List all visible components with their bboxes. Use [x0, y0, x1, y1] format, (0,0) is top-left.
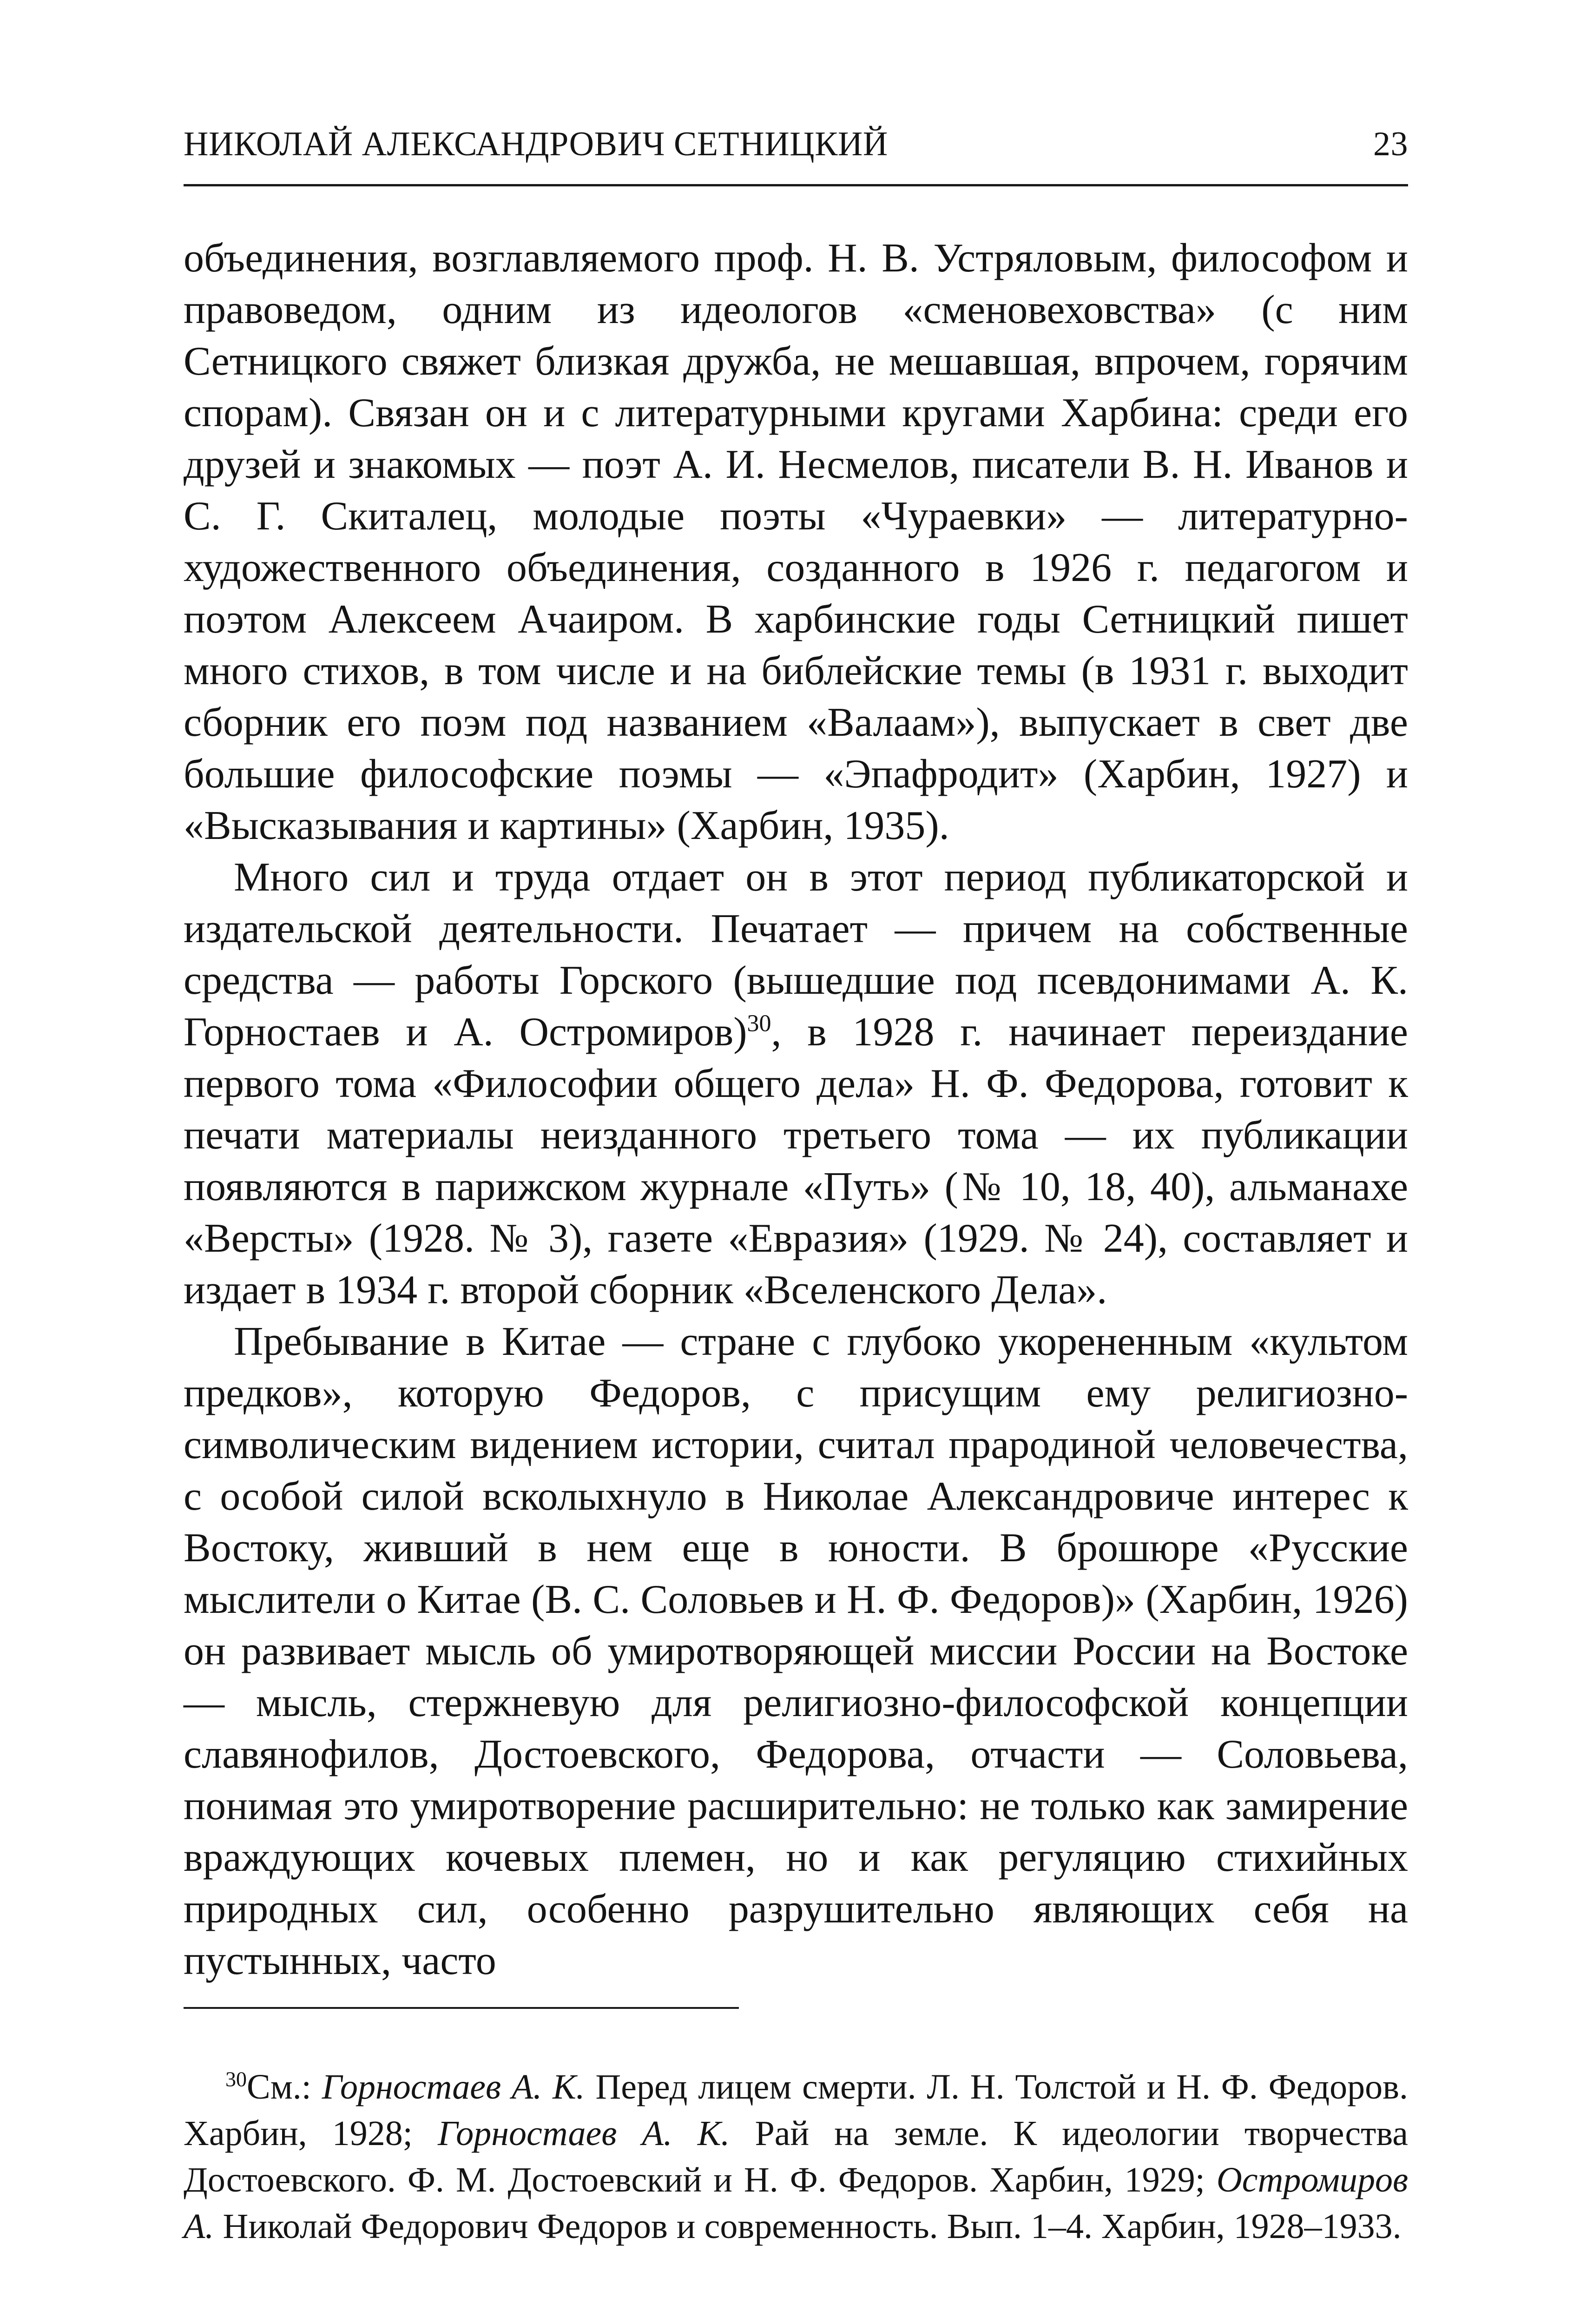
- footnote-seg-3: Рай на земле. К идеологии творчества Достоевского. Ф. М. Достоевский и Н. Ф. Федоров. Харбин, 1929;: [184, 2114, 1408, 2199]
- page-number: 23: [1373, 125, 1408, 163]
- footnote-30: [184, 2064, 1408, 2250]
- footnote-author-3: Остромиров А.: [184, 2160, 1408, 2246]
- footnote-author-1: Горностаев А. К.: [322, 2067, 585, 2106]
- header-rule: [184, 184, 1408, 186]
- running-title: НИКОЛАЙ АЛЕКСАНДРОВИЧ СЕТНИЦКИЙ: [184, 125, 888, 163]
- paragraph-2-text-a: Много сил и труда отдает он в этот период публикаторской и издательской деятельности. Печатает — причем на собственные средства — работы Горского (вышедшие под псевдонимами А. К. Горностаев и А. Остромиров): [184, 855, 1408, 1055]
- footnote-seg-4: Николай Федорович Федоров и современность. Вып. 1–4. Харбин, 1928–1933.: [214, 2207, 1402, 2246]
- footnote-seg-1: См.:: [247, 2067, 322, 2106]
- footnote-rule: [184, 2007, 739, 2009]
- footnote-marker: 30: [225, 2067, 247, 2091]
- paragraph-1: объединения, возглавляемого проф. Н. В. Устряловым, философом и правоведом, одним из идеологов «сменовеховства» (с ним Сетницкого свяжет близкая дружба, не мешавшая, впрочем, горячим спорам). Связан он и с литературными кругами Харбина: среди его друзей и знакомых — поэт А. И. Несмелов, писатели В. Н. Иванов и С. Г. Скиталец, молодые поэты «Чураевки» — литературно-художественного объединения, созданного в 1926 г. педагогом и поэтом Алексеем Ачаиром. В харбинские годы Сетницкий пишет много стихов, в том числе и на библейские темы (в 1931 г. выходит сборник его поэм под названием «Валаам»), выпускает в свет две большие философские поэмы — «Эпафродит» (Харбин, 1927) и «Высказывания и картины» (Харбин, 1935).: [184, 236, 1408, 848]
- paragraph-3: Пребывание в Китае — стране с глубоко укорененным «культом предков», которую Федоров, с присущим ему религиозно-символическим видением истории, считал прародиной человечества, с особой силой всколыхнуло в Николае Александровиче интерес к Востоку, живший в нем еще в юности. В брошюре «Русские мыслители о Китае (В. С. Соловьев и Н. Ф. Федоров)» (Харбин, 1926) он развивает мысль об умиротворяющей миссии России на Востоке — мысль, стержневую для религиозно-философской концепции славянофилов, Достоевского, Федорова, отчасти — Соловьева, понимая это умиротворение расширительно: не только как замирение враждующих кочевых племен, но и как регуляцию стихийных природных сил, особенно разрушительно являющих себя на пустынных, часто: [184, 1319, 1408, 1983]
- footnote-author-2: Горностаев А. К.: [437, 2114, 730, 2153]
- main-text: [184, 232, 1408, 1987]
- paragraph-2-text-b: , в 1928 г. начинает переиздание первого тома «Философии общего дела» Н. Ф. Федорова, готовит к печати материалы неизданного третьего тома — их публикации появляются в парижском журнале «Путь» (№ 10, 18, 40), альманахе «Версты» (1928. № 3), газете «Евразия» (1929. № 24), составляет и издает в 1934 г. второй сборник «Вселенского Дела».: [184, 1010, 1408, 1313]
- running-header: [184, 125, 1408, 164]
- footnote-text: [184, 2064, 1408, 2250]
- footnote-seg-2: Перед лицем смерти. Л. Н. Толстой и Н. Ф. Федоров. Харбин, 1928;: [184, 2067, 1408, 2153]
- paragraph-2: [184, 852, 1408, 1316]
- footnote-reference-30[interactable]: 30: [747, 1010, 771, 1037]
